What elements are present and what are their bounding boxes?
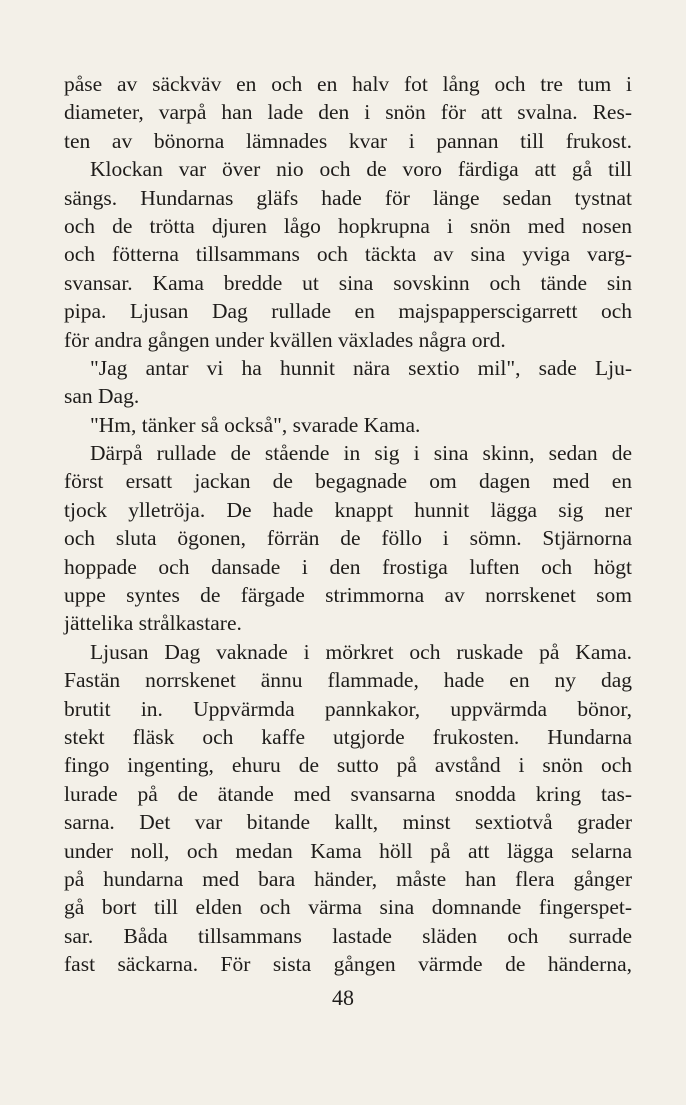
text-line: och sluta ögonen, förrän de föllo i sömn. Stjärnorna [64,526,632,551]
text-line: för andra gången under kvällen växlades några ord. [64,327,506,352]
text-line: "Hm, tänker så också", svarade Kama. [90,412,421,437]
text-line: gå bort till elden och värma sina domnande fingerspet- [64,895,632,920]
text-line: under noll, och medan Kama höll på att lägga selarna [64,838,632,863]
text-line: sar. Båda tillsammans lastade släden och surrade [64,923,632,948]
text-line: hoppade och dansade i den frostiga luften och högt [64,554,632,579]
text-line: brutit in. Uppvärmda pannkakor, uppvärmda bönor, [64,696,632,721]
text-line: Klockan var över nio och de voro färdiga att gå till [90,157,632,182]
text-line: diameter, varpå han lade den i snön för att svalna. Res- [64,100,632,125]
text-line: tjock ylletröja. De hade knappt hunnit lägga sig ner [64,497,632,522]
text-line: och fötterna tillsammans och täckta av sina yviga varg- [64,242,632,267]
text-line: och de trötta djuren lågo hopkrupna i snön med nosen [64,213,632,238]
text-line: sängs. Hundarnas gläfs hade för länge sedan tystnat [64,185,632,210]
text-line: sarna. Det var bitande kallt, minst sextiotvå grader [64,810,632,835]
text-line: uppe syntes de färgade strimmorna av norrskenet som [64,583,632,608]
text-line: lurade på de ätande med svansarna snodda kring tas- [64,781,632,806]
text-line: jättelika strålkastare. [64,611,242,636]
text-line: fast säckarna. För sista gången värmde de händerna, [64,952,632,977]
text-line: Fastän norrskenet ännu flammade, hade en ny dag [64,668,632,693]
text-line: ten av bönorna lämnades kvar i pannan till frukost. [64,128,632,153]
body-text [64,70,632,979]
text-line: san Dag. [64,384,140,409]
text-line: "Jag antar vi ha hunnit nära sextio mil", sade Lju- [90,355,632,380]
text-line: Ljusan Dag vaknade i mörkret och ruskade på Kama. [90,639,632,664]
text-line: Därpå rullade de stående in sig i sina skinn, sedan de [90,441,632,466]
text-line: på hundarna med bara händer, måste han flera gånger [64,866,632,891]
page-number: 48 [332,985,354,1010]
text-line: påse av säckväv en och en halv fot lång och tre tum i [64,72,632,96]
text-line: stekt fläsk och kaffe utgjorde frukosten. Hundarna [64,724,632,749]
text-line: pipa. Ljusan Dag rullade en majspapperscigarrett och [64,299,632,324]
text-line: först ersatt jackan de begagnade om dagen med en [64,469,632,494]
text-line: svansar. Kama bredde ut sina sovskinn och tände sin [64,270,632,295]
text-line: fingo ingenting, ehuru de sutto på avstånd i snön och [64,753,632,778]
